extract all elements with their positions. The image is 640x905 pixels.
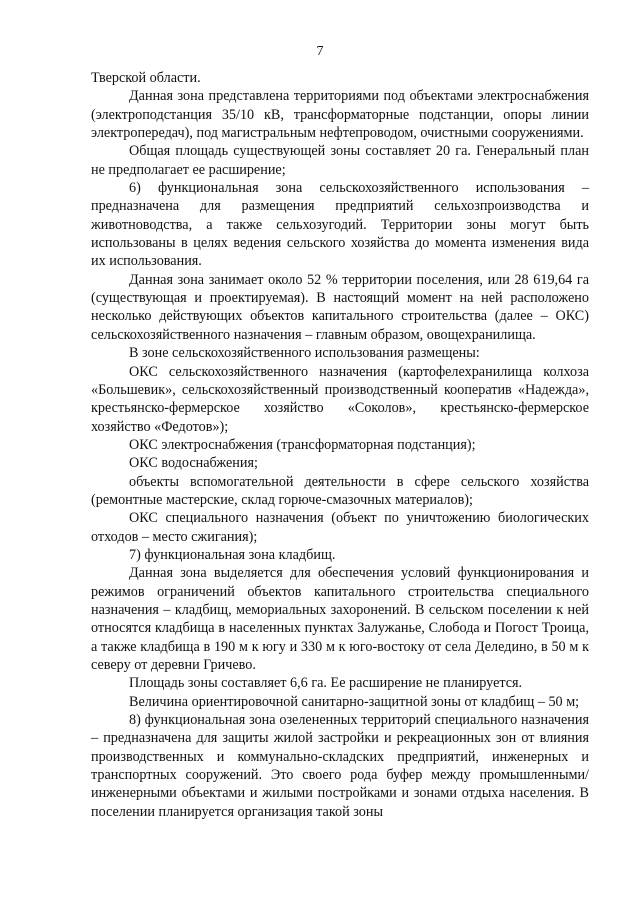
- body-text: [91, 69, 589, 821]
- paragraph: ОКС специального назначения (объект по уничтожению биологических отходов – место сжигания);: [91, 510, 589, 545]
- paragraph: В зоне сельскохозяйственного использования размещены:: [129, 345, 480, 362]
- paragraph: ОКС водоснабжения;: [129, 455, 258, 472]
- paragraph: 8) функциональная зона озелененных территорий специального назначения – предназначена для защиты жилой застройки и рекреационных зон от влияния производственных и коммунально-складских предприятий, инженерных и транспортных сооружений. Это своего рода буфер между промышленными/инженерными объектами и жилыми постройками и зонами отдыха населения. В поселении планируется организация такой зоны: [91, 712, 589, 820]
- paragraph: Тверской области.: [91, 70, 201, 86]
- paragraph: Площадь зоны составляет 6,6 га. Ее расширение не планируется.: [129, 675, 523, 692]
- paragraph: Величина ориентировочной санитарно-защитной зоны от кладбищ – 50 м;: [129, 693, 580, 710]
- paragraph: Общая площадь существующей зоны составляет 20 га. Генеральный план не предполагает ее расширение;: [91, 143, 589, 178]
- paragraph: Данная зона занимает около 52 % территории поселения, или 28 619,64 га (существующая и проектируемая). В настоящий момент на ней расположено несколько действующих объектов капитального строительства (далее – ОКС) сельскохозяйственного назначения – главным образом, овощехранилища.: [91, 271, 589, 343]
- paragraph: ОКС электроснабжения (трансформаторная подстанция);: [129, 436, 476, 453]
- paragraph: Данная зона выделяется для обеспечения условий функционирования и режимов ограничений объектов капитального строительства специального назначения – кладбищ, мемориальных захоронений. В сельском поселении к ней относятся кладбища в населенных пунктах Залужанье, Слобода и Погост Троица, а также кладбища в 190 м к югу и 330 м к юго-востоку от села Деледино, в 50 м к северу от деревни Гричево.: [91, 565, 589, 673]
- paragraph: объекты вспомогательной деятельности в сфере сельского хозяйства (ремонтные мастерские, склад горюче-смазочных материалов);: [91, 473, 589, 508]
- page-number: 7: [316, 44, 324, 59]
- paragraph: ОКС сельскохозяйственного назначения (картофелехранилища колхоза «Большевик», сельскохозяйственный производственный кооператив «Надежда», крестьянско-фермерское хозяйство «Соколов», крестьянско-фермерское хозяйство «Федотов»);: [91, 363, 589, 435]
- paragraph: 7) функциональная зона кладбищ.: [129, 546, 336, 563]
- paragraph: Данная зона представлена территориями под объектами электроснабжения (электроподстанция 35/10 кВ, трансформаторные подстанции, опоры линии электропередач), под магистральным нефтепроводом, очистными сооружениями.: [91, 88, 589, 142]
- paragraph: 6) функциональная зона сельскохозяйственного использования – предназначена для размещения предприятий сельхозпроизводства и животноводства, а также сельхозугодий. Территории зоны могут быть использованы в целях ведения сельского хозяйства до момента изменения вида их использования.: [91, 180, 589, 270]
